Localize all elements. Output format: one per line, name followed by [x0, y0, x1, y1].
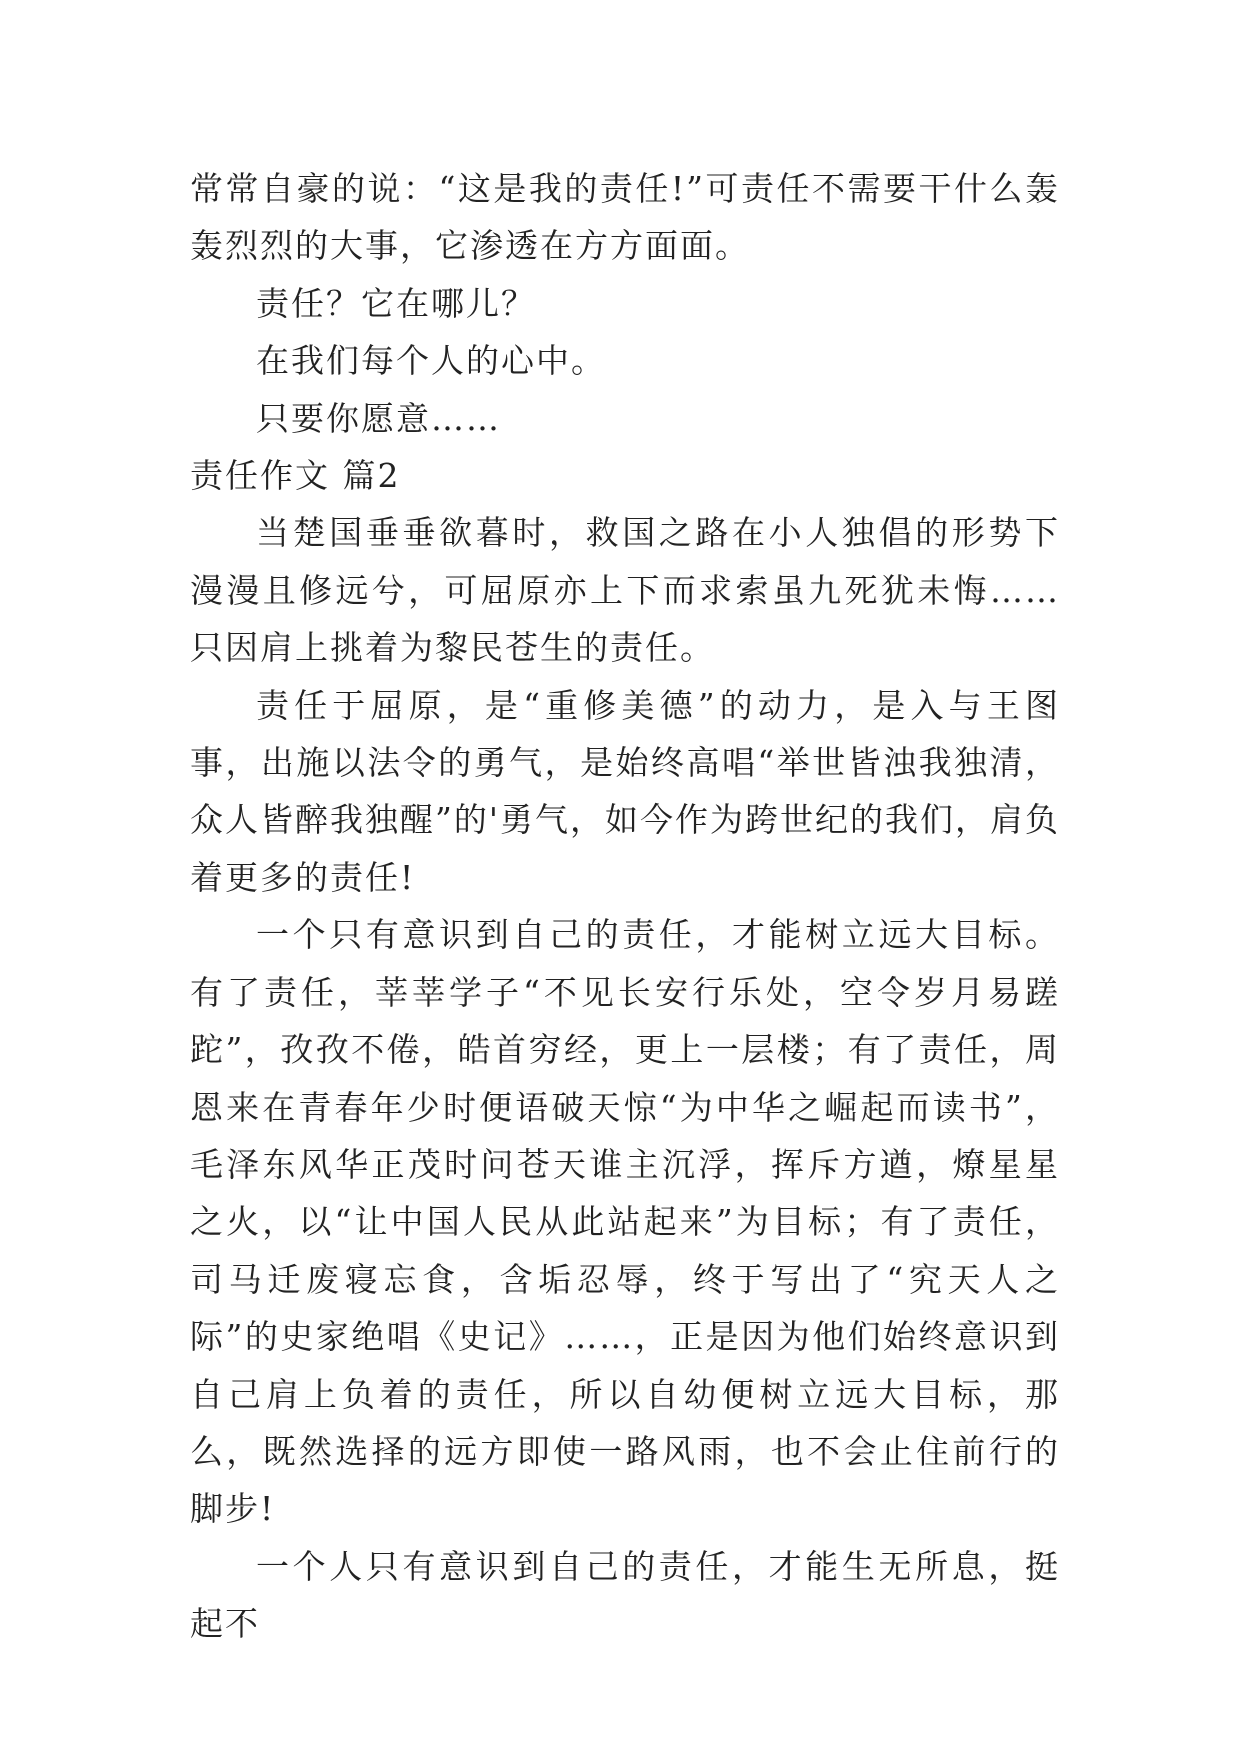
- paragraph-goals: 一个只有意识到自己的责任，才能树立远大目标。有了责任，莘莘学子“不见长安行乐处，空令岁月易蹉跎”，孜孜不倦，皓首穷经，更上一层楼；有了责任，周恩来在青春年少时便语破天惊“为中华之崛起而读书”，毛泽东风华正茂时问苍天谁主沉浮，挥斥方遒，燎星星之火，以“让中国人民从此站起来”为目标；有了责任，司马迁废寝忘食，含垢忍辱，终于写出了“究天人之际”的史家绝唱《史记》……，正是因为他们始终意识到自己肩上负着的责任，所以自幼便树立远大目标，那么，既然选择的远方即使一路风雨，也不会止住前行的脚步!: [190, 915, 1060, 1529]
- paragraph-closing: 一个人只有意识到自己的责任，才能生无所息，挺起不: [190, 1546, 1060, 1644]
- document-body: [190, 160, 1060, 1653]
- paragraph-question: 责任？它在哪儿？: [256, 283, 536, 323]
- paragraph-quyuan-intro: 当楚国垂垂欲暮时，救国之路在小人独倡的形势下漫漫且修远兮，可屈原亦上下而求索虽九死犹未悔……只因肩上挑着为黎民苍生的责任。: [190, 513, 1060, 668]
- paragraph-willing: 只要你愿意……: [256, 398, 501, 438]
- essay-heading: 责任作文 篇2: [190, 456, 401, 496]
- paragraph-quyuan-responsibility: 责任于屈原，是“重修美德”的动力，是入与王图事，出施以法令的勇气，是始终高唱“举世皆浊我独清，众人皆醉我独醒”的'勇气，如今作为跨世纪的我们，肩负着更多的责任!: [190, 685, 1060, 897]
- paragraph-answer: 在我们每个人的心中。: [256, 341, 606, 381]
- paragraph-continuation: 常常自豪的说：“这是我的责任!”可责任不需要干什么轰轰烈烈的大事，它渗透在方方面面。: [190, 169, 1060, 266]
